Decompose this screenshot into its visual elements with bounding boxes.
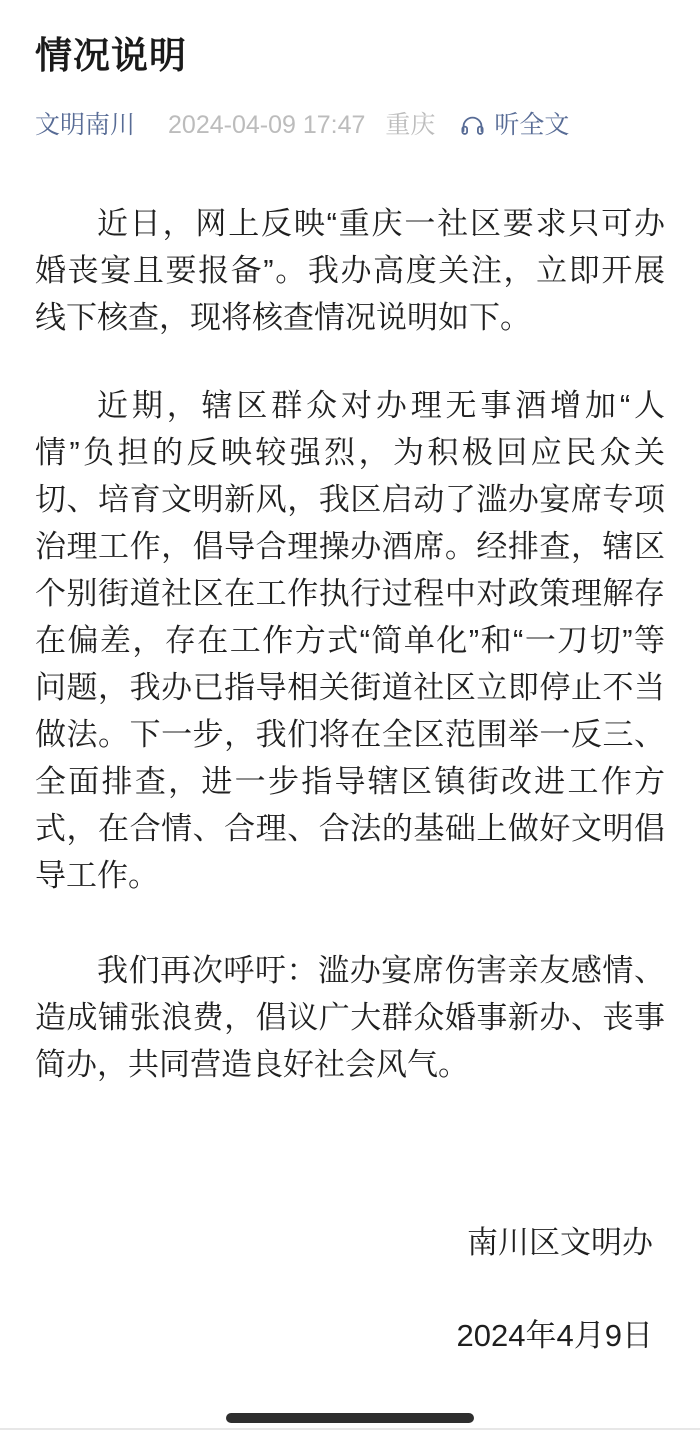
listen-full-text-label: 听全文	[494, 111, 570, 139]
account-name-link[interactable]: 文明南川	[35, 111, 136, 139]
publish-datetime: 2024-04-09 17:47	[168, 111, 366, 139]
bottom-separator-line	[0, 1428, 700, 1430]
article-paragraph: 我们再次呼吁：滥办宴席伤害亲友感情、造成铺张浪费，倡议广大群众婚事新办、丧事简办，共同营造良好社会风气。	[35, 953, 665, 1082]
signature: 南川区文明办	[467, 1225, 653, 1260]
article-page	[0, 30, 700, 1434]
article-paragraph: 近日，网上反映“重庆一社区要求只可办婚丧宴且要报备”。我办高度关注，立即开展线下核查，现将核查情况说明如下。	[35, 206, 665, 335]
article-paragraph: 近期，辖区群众对办理无事酒增加“人情”负担的反映较强烈，为积极回应民众关切、培育文明新风，我区启动了滥办宴席专项治理工作，倡导合理操办酒席。经排查，辖区个别街道社区在工作执行过程中对政策理解存在偏差，存在工作方式“简单化”和“一刀切”等问题，我办已指导相关街道社区立即停止不当做法。下一步，我们将在全区范围举一反三、全面排查，进一步指导辖区镇街改进工作方式，在合情、合理、合法的基础上做好文明倡导工作。	[35, 388, 665, 893]
listen-full-text-button[interactable]	[459, 108, 569, 143]
article-title: 情况说明	[35, 35, 187, 76]
headphones-icon	[459, 112, 486, 139]
home-indicator-handle[interactable]	[226, 1413, 474, 1423]
signature-date: 2024年4月9日	[456, 1318, 653, 1353]
article-body	[35, 200, 665, 1359]
article-meta-row	[35, 108, 665, 143]
publish-location: 重庆	[385, 111, 436, 139]
